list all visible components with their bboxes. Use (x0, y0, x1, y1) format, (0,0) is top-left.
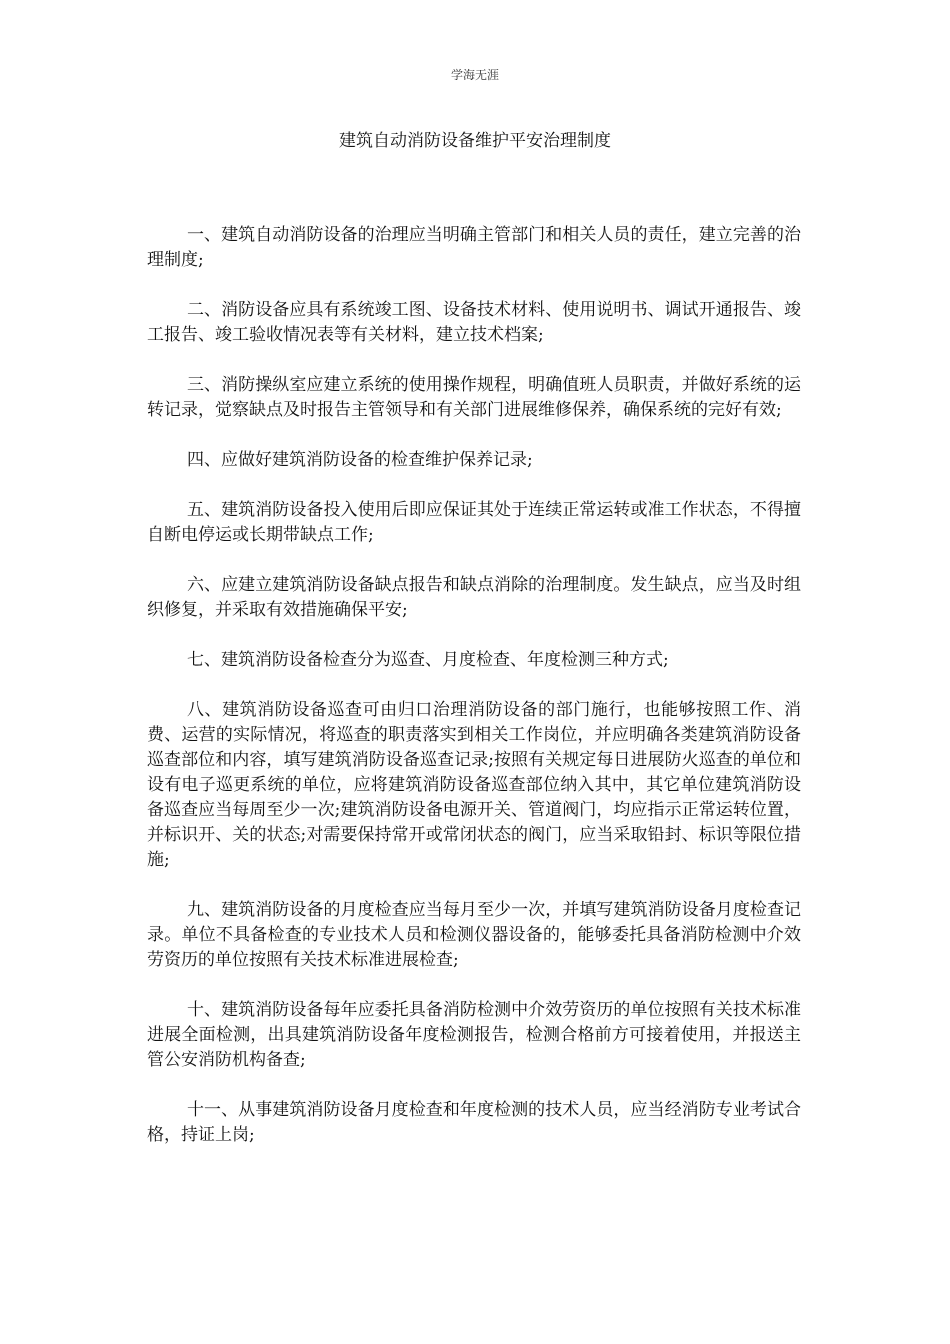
paragraph-3: 三、消防操纵室应建立系统的使用操作规程，明确值班人员职责，并做好系统的运转记录，觉察缺点及时报告主管领导和有关部门进展维修保养，确保系统的完好有效; (147, 375, 801, 420)
paragraph-5: 五、建筑消防设备投入使用后即应保证其处于连续正常运转或准工作状态，不得擅自断电停运或长期带缺点工作; (147, 500, 801, 545)
paragraph-11: 十一、从事建筑消防设备月度检查和年度检测的技术人员，应当经消防专业考试合格，持证上岗; (147, 1100, 801, 1145)
paragraph-8: 八、建筑消防设备巡查可由归口治理消防设备的部门施行，也能够按照工作、消费、运营的实际情况，将巡查的职责落实到相关工作岗位，并应明确各类建筑消防设备巡查部位和内容，填写建筑消防设备巡查记录;按照有关规定每日进展防火巡查的单位和设有电子巡更系统的单位，应将建筑消防设备巡查部位纳入其中，其它单位建筑消防设备巡查应当每周至少一次;建筑消防设备电源开关、管道阀门，均应指示正常运转位置，并标识开、关的状态;对需要保持常开或常闭状态的阀门，应当采取铅封、标识等限位措施; (147, 700, 801, 870)
paragraph-7: 七、建筑消防设备检查分为巡查、月度检查、年度检测三种方式; (187, 650, 669, 670)
paragraph-4: 四、应做好建筑消防设备的检查维护保养记录; (187, 450, 533, 470)
page-header: 学海无涯 (450, 68, 499, 82)
document-body (147, 223, 801, 1173)
document-title: 建筑自动消防设备维护平安治理制度 (339, 131, 611, 151)
paragraph-2: 二、消防设备应具有系统竣工图、设备技术材料、使用说明书、调试开通报告、竣工报告、竣工验收情况表等有关材料，建立技术档案; (147, 300, 801, 345)
paragraph-1: 一、建筑自动消防设备的治理应当明确主管部门和相关人员的责任，建立完善的治理制度; (147, 225, 801, 270)
paragraph-9: 九、建筑消防设备的月度检查应当每月至少一次，并填写建筑消防设备月度检查记录。单位不具备检查的专业技术人员和检测仪器设备的，能够委托具备消防检测中介效劳资历的单位按照有关技术标准进展检查; (147, 900, 801, 970)
paragraph-10: 十、建筑消防设备每年应委托具备消防检测中介效劳资历的单位按照有关技术标准进展全面检测，出具建筑消防设备年度检测报告，检测合格前方可接着使用，并报送主管公安消防机构备查; (147, 1000, 801, 1070)
paragraph-6: 六、应建立建筑消防设备缺点报告和缺点消除的治理制度。发生缺点，应当及时组织修复，并采取有效措施确保平安; (147, 575, 801, 620)
